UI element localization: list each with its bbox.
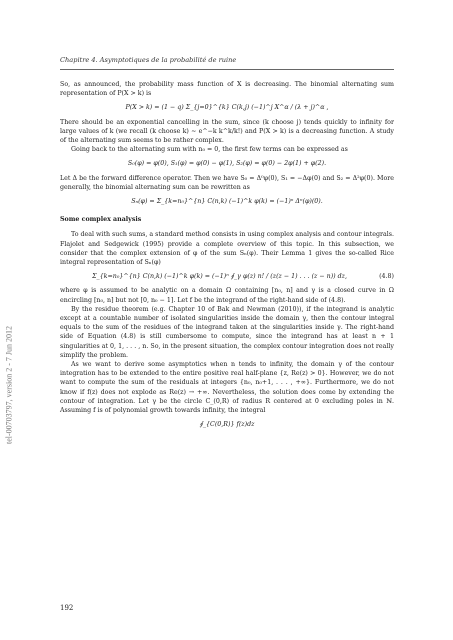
paragraph-6: where φ is assumed to be analytic on a domain Ω containing [n₀, n] and γ is a closed curve in Ω encircling [n₀, n] but not [0, n₀ − 1]. Let f be the integrand of the right-hand side of (4.8). bbox=[60, 287, 394, 304]
paragraph-3: Going back to the alternating sum with n₀ = 0, the first few terms can be expressed as bbox=[71, 146, 348, 154]
paragraph-4: Let Δ be the forward difference operator. Then we have S₀ = Δ⁰φ(0), S₁ = −Δφ(0) and S₂ = Δ²φ(0). More generally, the binomial alternating sum can be rewritten as bbox=[60, 174, 394, 191]
paragraph-5: To deal with such sums, a standard method consists in using complex analysis and contour integrals. Flajolet and Sedgewick (1995) provide a complete overview of this topic. In this subsection, we consider that the complex extension of φ of the sum Sₙ(φ). Their Lemma 1 gives the so-called Rice integral representation of Sₙ(φ) bbox=[60, 231, 394, 267]
paragraph-2: There should be an exponential cancelling in the sum, since (k choose j) tends quickly to infinity for large values of k (we recall (k choose k) ∼ e^−k k^k/k!) and P(X > k) is a decreasing function. A study of the alternating sum seems to be rather complex. bbox=[60, 118, 394, 145]
paragraph-7: By the residue theorem (e.g. Chapter 10 of Bak and Newman (2010)), if the integrand is analytic except at a countable number of isolated singularities inside the domain γ, then the contour integral equals to the sum of the residues of the integrand taken at the singularities inside γ. The right-hand side of Equation (4.8) is still cumbersome to compute, since the integrand has at least n + 1 singularities at 0, 1, . . . , n. So, in the present situation, the complex contour integration does not really simplify the problem. bbox=[60, 305, 394, 359]
equation-rice-integral-body: Σ_{k=n₀}^{n} C(n,k) (−1)^k φ(k) = (−1)ⁿ ∮_γ φ(z) n! / (z(z − 1) . . . (z − n)) dz, bbox=[92, 273, 347, 281]
body-text bbox=[60, 80, 394, 435]
equation-rice-integral bbox=[60, 272, 394, 281]
running-header: Chapitre 4. Asymptotiques de la probabilité de ruine bbox=[60, 56, 237, 64]
equation-number: (4.8) bbox=[379, 273, 394, 281]
equation-forward-difference: Sₙ(φ) = Σ_{k=n₀}^{n} C(n,k) (−1)^k φ(k) = (−1)ⁿ Δⁿ(φ)(0). bbox=[131, 198, 323, 206]
page-number: 192 bbox=[60, 604, 74, 612]
side-stamp-text: tel-00703797, version 2 - 7 Jun 2012 bbox=[4, 326, 14, 444]
header-rule bbox=[60, 69, 394, 70]
equation-contour-integral: ∮_{C(0,R)} f(z)dz bbox=[199, 421, 255, 429]
paragraph-1: So, as announced, the probability mass function of X is decreasing. The binomial alternating sum representation of P(X > k) is bbox=[60, 81, 394, 98]
section-heading: Some complex analysis bbox=[60, 216, 142, 224]
archive-side-stamp bbox=[3, 250, 15, 520]
equation-first-terms: S₀(φ) = φ(0), S₁(φ) = φ(0) − φ(1), S₂(φ) = φ(0) − 2φ(1) + φ(2). bbox=[127, 160, 327, 168]
equation-binomial-sum: P(X > k) = (1 − q) Σ_{j=0}^{k} C(k,j) (−1)^j X^α / (λ + j)^α , bbox=[125, 104, 329, 112]
paragraph-8: As we want to derive some asymptotics when n tends to infinity, the domain γ of the contour integration has to be extended to the entire positive real half-plane {z, Re(z) > 0}. However, we do not want to compute the sum of the residuals at integers {n₀, n₀+1, . . . , +∞}. Furthermore, we do not know if f(z) does not explode as Re(z) → +∞. Nevertheless, the solution does come by extending the contour of integration. Let γ be the circle C_(0,R) of radius R centered at 0 excluding poles in ℕ. Assuming f is of polynomial growth towards infinity, the integral bbox=[60, 361, 394, 415]
